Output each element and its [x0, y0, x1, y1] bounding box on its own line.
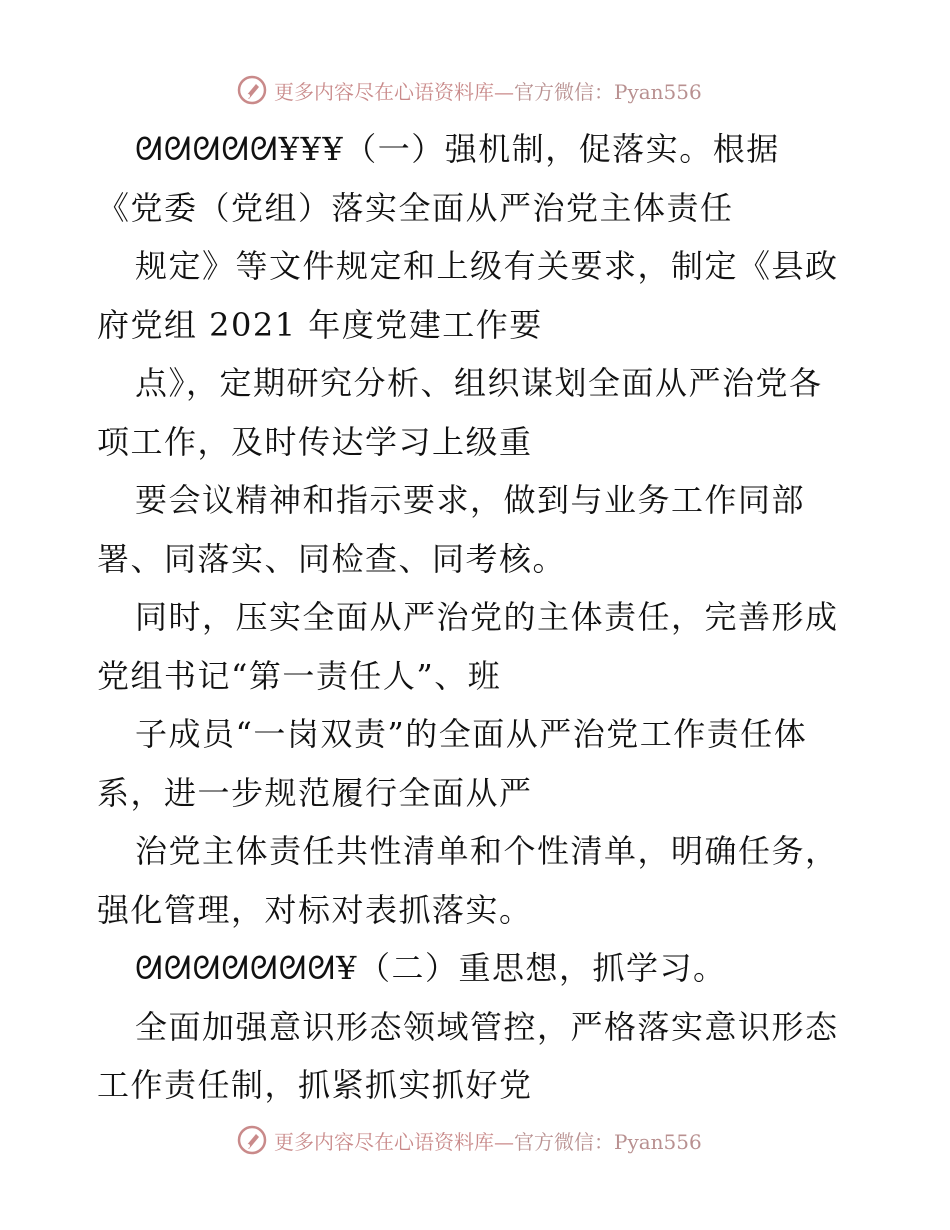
fountain-pen-logo-icon [236, 1124, 268, 1156]
text-line: 治党主体责任共性清单和个性清单，明确任务， [135, 832, 839, 870]
text-line: 项工作，及时传达学习上级重 [97, 422, 533, 461]
text-line: 系，进一步规范履行全面从严 [97, 773, 533, 812]
text-line: 同时，压实全面从严治党的主体责任，完善形成 [135, 598, 839, 636]
text-line: 署、同落实、同检查、同考核。 [97, 539, 567, 578]
watermark-text: 更多内容尽在心语资料库—官方微信：Pyan556 [274, 79, 702, 104]
fountain-pen-logo-icon [236, 74, 268, 106]
text-line: 党组书记“第一责任人”、班 [97, 656, 502, 695]
watermark-banner-bottom [236, 1122, 716, 1158]
text-line: 府党组 2021 年度党建工作要 [97, 305, 543, 344]
watermark-banner-top [236, 72, 716, 108]
text-line: 《党委（党组）落实全面从严治党主体责任 [97, 188, 734, 227]
text-line: 子成员“一岗双责”的全面从严治党工作责任体 [135, 715, 808, 753]
text-line: ᘛᘛᘛᘛᘛᘛᘛ¥（二）重思想，抓学习。 [135, 949, 727, 987]
text-line: 强化管理，对标对表抓落实。 [97, 890, 533, 929]
text-line: 规定》等文件规定和上级有关要求，制定《县政 [135, 247, 839, 285]
text-line: 全面加强意识形态领域管控，严格落实意识形态 [135, 1007, 839, 1046]
text-line: ᘛᘛᘛᘛᘛ¥¥¥（一）强机制，促落实。根据 [135, 130, 780, 168]
watermark-text: 更多内容尽在心语资料库—官方微信：Pyan556 [274, 1129, 702, 1154]
text-line: 要会议精神和指示要求，做到与业务工作同部 [135, 481, 806, 519]
text-line: 工作责任制，抓紧抓实抓好党 [97, 1066, 533, 1104]
text-line: 点》，定期研究分析、组织谋划全面从严治党各 [135, 364, 823, 402]
document-body [97, 120, 857, 1115]
